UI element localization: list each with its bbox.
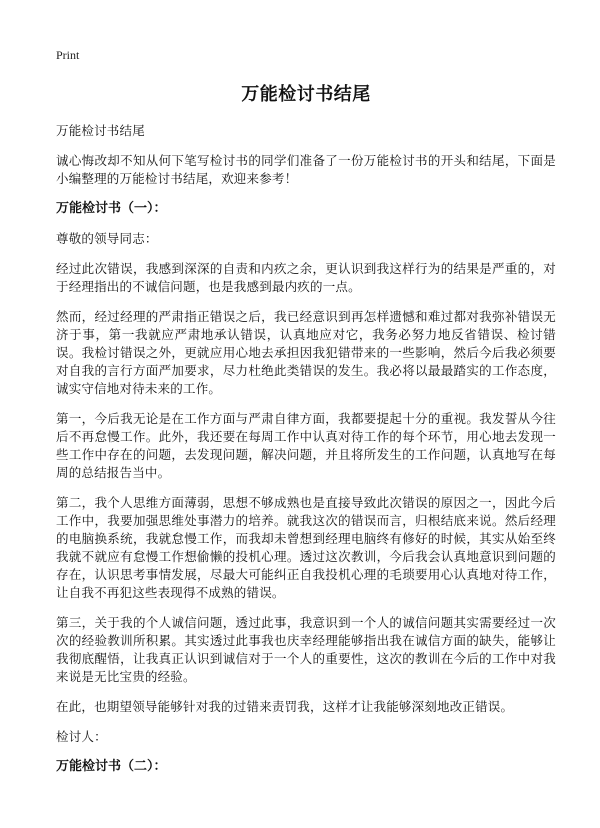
intro-title: 万能检讨书结尾: [56, 123, 145, 138]
salutation: 尊敬的领导同志：: [56, 231, 158, 246]
paragraph-4: 第二，我个人思维方面薄弱，思想不够成熟也是直接导致此次错误的原因之一，因此今后工作中，我要加强思维处事潜力的培养。就我这次的错误而言，归根结底来说。然后经理的电脑换系统，我就怠慢工作，而我却未曾想到经理电脑终有修好的时候，其实从始至终我就不就应有怠慢工作想偷懒的投机心理。透过这次教训，今后我会认真地意识到问题的存在，认识思考事情发展，尽最大可能纠正自我投机心理的毛琐要用心认真地对待工作，让自我不再犯这些表现得不成熟的错误。: [56, 495, 556, 600]
signature-line: 检讨人：: [56, 729, 107, 744]
paragraph-6: 在此，也期望领导能够针对我的过错来责罚我，这样才让我能够深刻地改正错误。: [56, 699, 514, 714]
page-title: 万能检讨书结尾: [241, 84, 371, 105]
paragraph-3: 第一，今后我无论是在工作方面与严肃自律方面，我都要提起十分的重视。我发誓从今往后不再怠慢工作。此外，我还要在每周工作中认真对待工作的每个环节，用心地去发现一些工作中存在的问题，去发现问题，解决问题，并且将所发生的工作问题，认真地写在每周的总结报告当中。: [56, 411, 556, 480]
article-body: [56, 122, 556, 788]
section-2-heading: 万能检讨书（二）：: [56, 759, 167, 774]
paragraph-5: 第三，关于我的个人诚信问题，透过此事，我意识到一个人的诚信问题其实需要经过一次次的经验教训所积累。其实透过此事我也庆幸经理能够指出我在诚信方面的缺失，能够让我彻底醒悟，让我真正认识到诚信对于一个人的重要性，这次的教训在今后的工作中对我来说是无比宝贵的经验。: [56, 615, 556, 684]
intro-paragraph: 诚心悔改却不知从何下笔写检讨书的同学们准备了一份万能检讨书的开头和结尾，下面是小编整理的万能检讨书结尾，欢迎来参考！: [56, 153, 556, 186]
section-1-heading: 万能检讨书（一）：: [56, 201, 167, 216]
print-link[interactable]: Print: [56, 48, 80, 62]
paragraph-2: 然而，经过经理的严肃指正错误之后，我已经意识到再怎样遗憾和难过都对我弥补错误无济于事，第一我就应严肃地承认错误，认真地应对它，我务必努力地反省错误、检讨错误。我检讨错误之外，更就应用心地去承担因我犯错带来的一些影响，然后今后我必须要对自我的言行方面严加要求，尽力杜绝此类错误的发生。我必将以最最踏实的工作态度，诚实守信地对待未来的工作。: [56, 309, 556, 396]
paragraph-1: 经过此次错误，我感到深深的自责和内疚之余，更认识到我这样行为的结果是严重的，对于经理指出的不诚信问题，也是我感到最内疚的一点。: [56, 261, 556, 294]
